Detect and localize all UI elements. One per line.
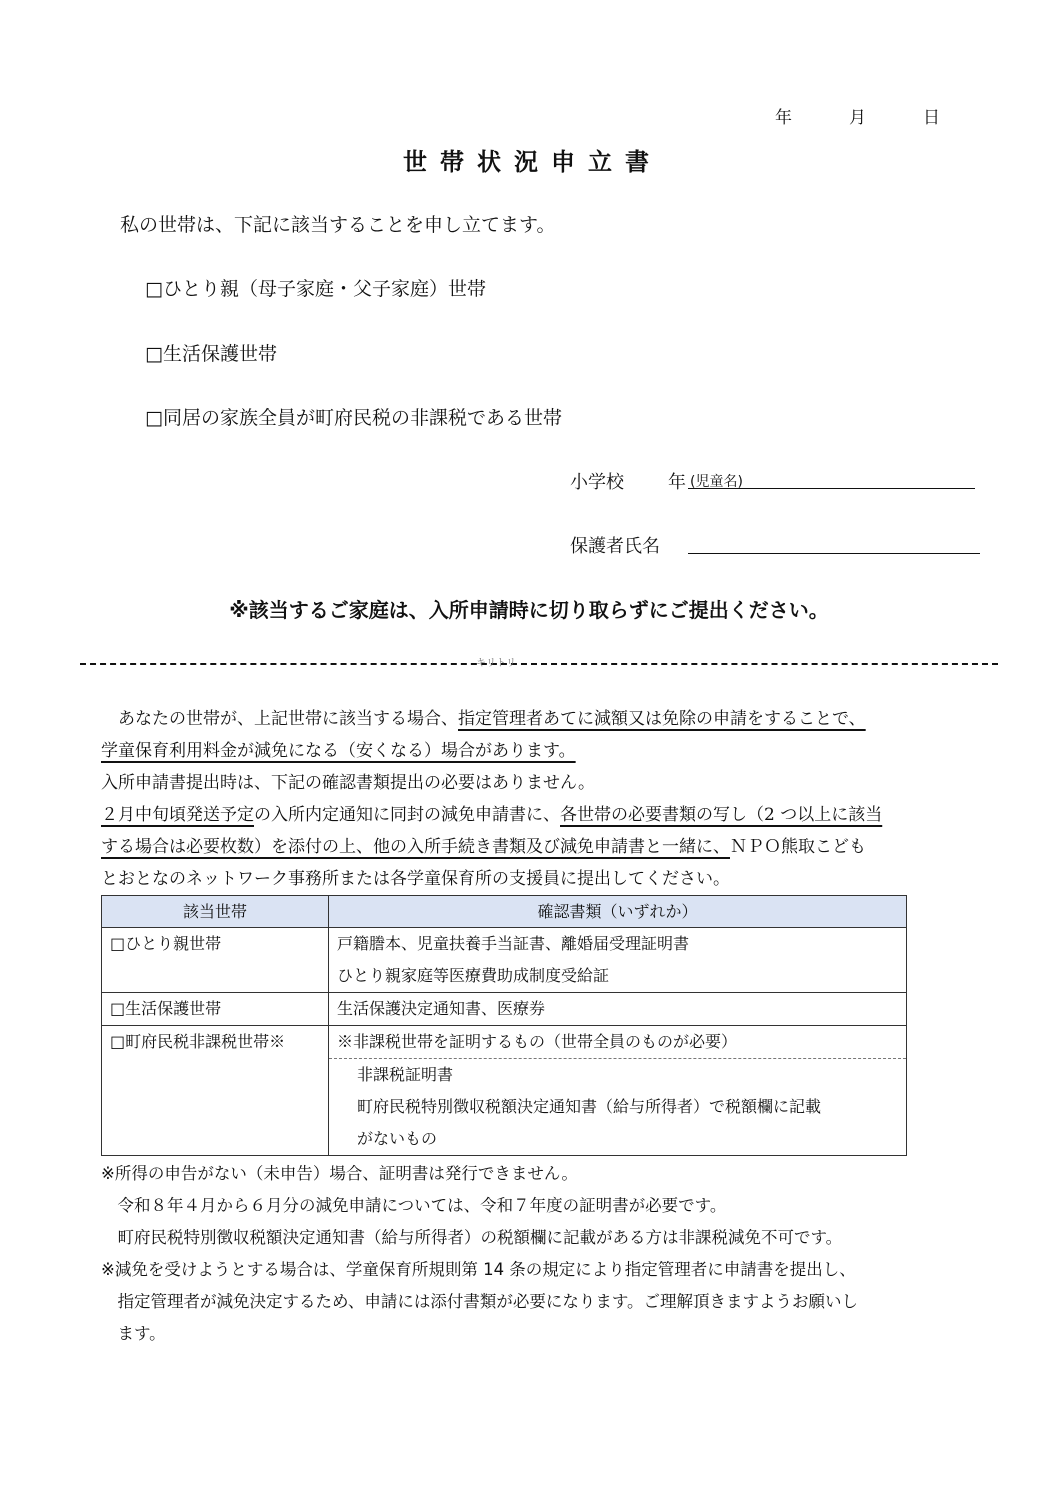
table-header-row xyxy=(102,896,907,928)
document-item: 生活保護決定通知書、医療券 xyxy=(337,999,546,1018)
table-row xyxy=(102,1026,907,1156)
cut-line-label: キリトリ xyxy=(476,658,516,669)
paragraph-line xyxy=(101,703,866,735)
intro-text: 私の世帯は、下記に該当することを申し立てます。 xyxy=(120,214,556,236)
paragraph-line xyxy=(101,831,866,863)
household-cell: □町府民税非課税世帯※ xyxy=(102,1026,329,1156)
paragraph-line xyxy=(101,735,576,767)
submission-notice: ※該当するご家庭は、入所申請時に切り取らずにご提出ください。 xyxy=(229,598,829,622)
document-title: 世帯状況申立書 xyxy=(403,148,662,176)
document-item: 町府民税特別徴収税額決定通知書（給与所得者）で税額欄に記載 xyxy=(357,1097,822,1116)
note-line: 令和８年４月から６月分の減免申請については、令和７年度の証明書が必要です。 xyxy=(101,1196,727,1215)
guardian-name-field[interactable] xyxy=(688,553,980,554)
documents-cell xyxy=(329,1026,907,1156)
option-label: ひとり親（母子家庭・父子家庭）世帯 xyxy=(162,278,486,300)
child-name-field[interactable] xyxy=(688,488,975,489)
checkbox[interactable]: □ xyxy=(145,407,163,429)
underlined-text: 学童保育利用料金が減免になる（安くなる）場合があります。 xyxy=(101,741,576,761)
document-item: 戸籍謄本、児童扶養手当証書、離婚届受理証明書 xyxy=(337,934,690,953)
cut-line xyxy=(80,663,998,665)
note-line: 指定管理者が減免決定するため、申請には添付書類が必要になります。ご理解頂きますようお願いし xyxy=(101,1292,859,1311)
option-single-parent[interactable] xyxy=(145,274,486,301)
document-item: ひとり親家庭等医療費助成制度受給証 xyxy=(337,966,610,985)
column-header-household: 該当世帯 xyxy=(102,896,329,928)
child-name-hint: (児童名) xyxy=(690,474,743,490)
date-year-label: 年 xyxy=(775,108,792,128)
paragraph-text: あなたの世帯が、上記世帯に該当する場合、 xyxy=(101,709,458,729)
note-line: ※所得の申告がない（未申告）場合、証明書は発行できません。 xyxy=(101,1164,578,1183)
paragraph-line xyxy=(101,863,730,895)
documents-heading: ※非課税世帯を証明するもの（世帯全員のものが必要） xyxy=(337,1032,738,1051)
table-row xyxy=(102,993,907,1026)
document-item: がないもの xyxy=(357,1129,438,1148)
note-line: ※減免を受けようとする場合は、学童保育所規則第 14 条の規定により指定管理者に申請書を提出し、 xyxy=(101,1260,856,1279)
paragraph-text: とおとなのネットワーク事務所または各学童保育所の支援員に提出してください。 xyxy=(101,869,730,889)
option-label: 同居の家族全員が町府民税の非課税である世帯 xyxy=(162,407,562,429)
school-label: 小学校 xyxy=(570,472,624,493)
household-cell: □生活保護世帯 xyxy=(102,993,329,1026)
option-label: 生活保護世帯 xyxy=(162,343,277,365)
documents-cell xyxy=(329,928,907,993)
option-welfare[interactable] xyxy=(145,339,277,366)
date-month-label: 月 xyxy=(849,108,866,128)
documents-table xyxy=(101,895,907,1156)
paragraph-text: 入所申請書提出時は、下記の確認書類提出の必要はありません。 xyxy=(101,773,596,793)
documents-cell xyxy=(329,993,907,1026)
paragraph-text: の入所内定通知に同封の減免申請書に、 xyxy=(254,805,560,825)
checkbox[interactable]: □ xyxy=(145,343,163,365)
option-tax-exempt[interactable] xyxy=(145,403,562,430)
underlined-text: ２月中旬頃発送予定 xyxy=(101,805,254,825)
guardian-name-label: 保護者氏名 xyxy=(570,536,660,557)
underlined-text: する場合は必要枚数）を添付の上、他の入所手続き書類及び減免申請書と一緒に、 xyxy=(101,837,730,857)
underlined-text: 各世帯の必要書類の写し（2 つ以上に該当 xyxy=(560,805,883,825)
household-cell: □ひとり親世帯 xyxy=(102,928,329,993)
document-item: 非課税証明書 xyxy=(357,1065,454,1084)
note-line: 町府民税特別徴収税額決定通知書（給与所得者）の税額欄に記載がある方は非課税減免不可です。 xyxy=(101,1228,843,1247)
note-line: ます。 xyxy=(101,1324,166,1343)
paragraph-line xyxy=(101,799,882,831)
checkbox[interactable]: □ xyxy=(145,278,163,300)
date-day-label: 日 xyxy=(923,108,940,128)
column-header-documents: 確認書類（いずれか） xyxy=(329,896,907,928)
paragraph-text: ＮＰＯ熊取こども xyxy=(730,837,866,857)
paragraph-line xyxy=(101,767,595,799)
underlined-text: 指定管理者あてに減額又は免除の申請をすることで、 xyxy=(458,709,866,729)
grade-label: 年 xyxy=(668,472,686,493)
table-row xyxy=(102,928,907,993)
